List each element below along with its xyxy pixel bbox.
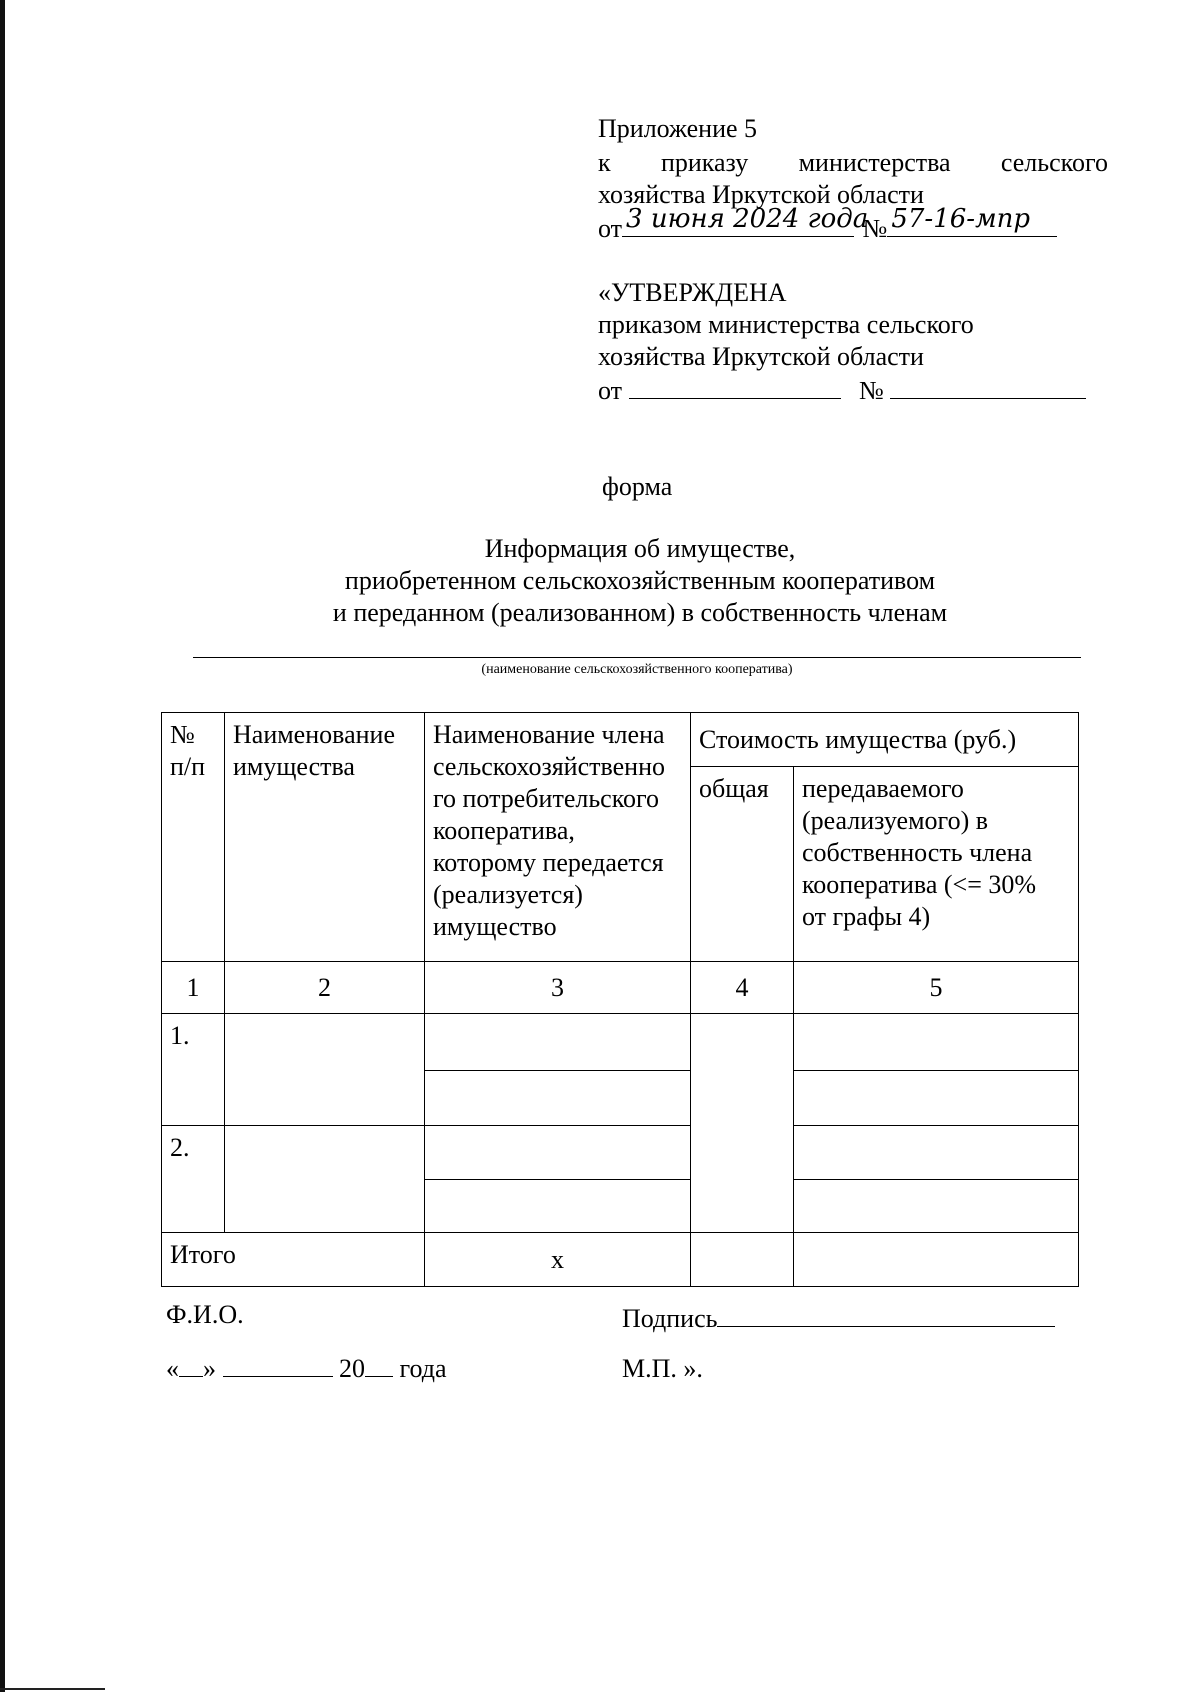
handwritten-date: 3 июня 2024 года (626, 204, 869, 234)
approved-line-1: приказом министерства сельского (598, 310, 974, 339)
fio-label: Ф.И.О. (166, 1300, 244, 1329)
row-2-member-b (425, 1180, 691, 1233)
approved-number-blank (890, 374, 1086, 399)
appendix-line-1: к приказу министерства сельского (598, 148, 1108, 177)
month-blank (223, 1352, 333, 1377)
total-label: Итого (162, 1233, 425, 1287)
year-blank (365, 1352, 393, 1377)
appendix-date-line: от 3 июня 2024 года № 57-16-мпр (598, 212, 1057, 244)
cooperative-name-line (193, 657, 1081, 658)
row-1-property (225, 1014, 425, 1126)
row-2-member-a (425, 1126, 691, 1180)
column-number-3: 3 (425, 962, 691, 1014)
header-cost-group: Стоимость имущества (руб.) (691, 713, 1079, 767)
row-1-number: 1. (162, 1014, 225, 1126)
approved-date-blank (629, 374, 841, 399)
approved-line-2: хозяйства Иркутской области (598, 342, 924, 371)
scan-bottom-mark (0, 1688, 105, 1690)
row-1-member-a (425, 1014, 691, 1071)
approved-date-line: от № (598, 374, 1086, 406)
total-cost (691, 1233, 794, 1287)
row-2-property (225, 1126, 425, 1233)
header-col-3: Наименование члена сельскохозяйственно го потребительского кооператива, которому передается (реализуется) имущество (425, 713, 691, 962)
total-transfer (794, 1233, 1079, 1287)
day-blank (179, 1352, 203, 1377)
column-number-5: 5 (794, 962, 1079, 1014)
signature-line: Подпись (622, 1302, 1055, 1334)
document-title-line-1: Информация об имуществе, (484, 534, 796, 563)
row-2-number: 2. (162, 1126, 225, 1233)
scan-left-edge (0, 0, 5, 1692)
row-1-member-b (425, 1071, 691, 1126)
property-table (161, 712, 1079, 1287)
date-line: « » 20 года (166, 1354, 447, 1383)
header-col-1: № п/п (162, 713, 225, 962)
handwritten-number: 57-16-мпр (891, 204, 1031, 234)
column-number-2: 2 (225, 962, 425, 1014)
appendix-title: Приложение 5 (598, 114, 758, 143)
stamp-label: М.П. ». (622, 1354, 703, 1383)
rows-total-cost (691, 1014, 794, 1233)
row-2-transfer-a (794, 1126, 1079, 1180)
approved-title: «УТВЕРЖДЕНА (598, 278, 787, 307)
row-1-transfer-b (794, 1071, 1079, 1126)
form-label: форма (602, 472, 673, 501)
header-col-4: общая (691, 767, 794, 962)
column-number-1: 1 (162, 962, 225, 1014)
row-2-transfer-b (794, 1180, 1079, 1233)
appendix-line-2: хозяйства Иркутской области (598, 180, 924, 209)
column-number-4: 4 (691, 962, 794, 1014)
header-col-2: Наименование имущества (225, 713, 425, 962)
total-member: х (425, 1233, 691, 1287)
document-title-line-2: приобретенном сельскохозяйственным кооперативом (344, 566, 936, 595)
header-col-5: передаваемого (реализуемого) в собственность члена кооператива (<= 30% от графы 4) (794, 767, 1079, 962)
document-title-line-3: и переданном (реализованном) в собственность членам (332, 598, 948, 627)
signature-blank (717, 1302, 1055, 1327)
cooperative-caption: (наименование сельскохозяйственного кооператива) (481, 662, 793, 677)
row-1-transfer-a (794, 1014, 1079, 1071)
